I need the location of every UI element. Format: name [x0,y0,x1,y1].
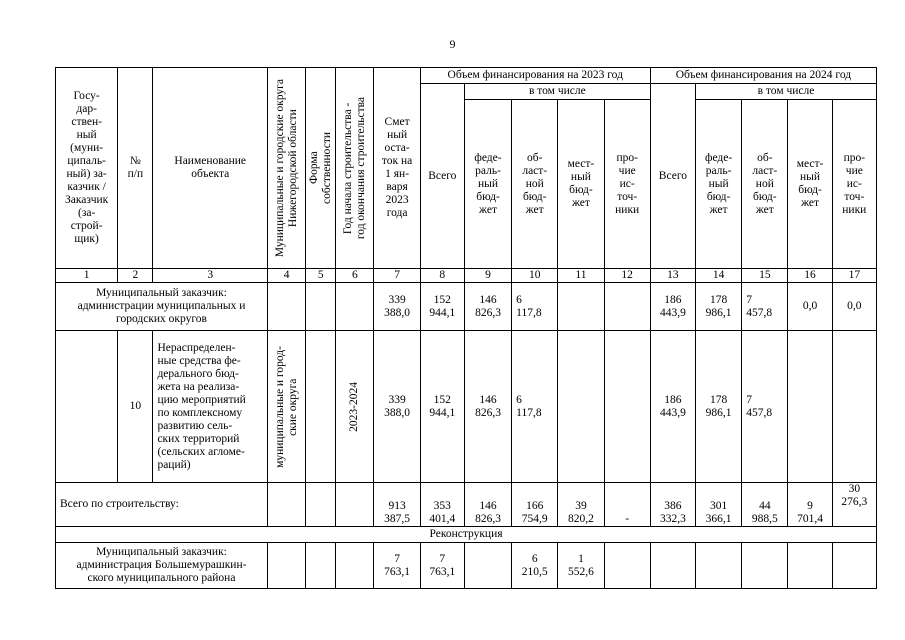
object-years-text: 2023-2024 [348,381,361,432]
cell-total-2024: 186 443,9 [650,331,695,483]
column-number-row [56,269,877,283]
table-row-total-construction [56,483,877,527]
cell-regional-2023: 6 117,8 [512,283,558,331]
cell-total-2023: 353 401,4 [420,483,464,527]
header-federal-2023: феде- раль- ный бюд- жет [464,100,511,269]
header-federal-2024: феде- раль- ный бюд- жет [696,100,742,269]
cell-federal-2023: 146 826,3 [464,483,511,527]
cell-local-2023: 1 552,6 [558,543,604,589]
header-funding-2024: Объем финансирования на 2024 год [650,68,876,84]
section-title: Реконструкция [56,527,877,543]
column-number: 17 [832,269,876,283]
header-total-2024: Всего [650,84,695,269]
cell-local-2024: 9 701,4 [788,483,832,527]
header-municipal-district-text: Муниципальные и городские округа Нижегородской области [273,78,299,258]
cell-federal-2024: 301 366,1 [696,483,742,527]
cell-regional-2023: 6 117,8 [512,331,558,483]
cell-total-2023: 152 944,1 [420,331,464,483]
financing-table [55,67,877,589]
header-local-2023: мест- ный бюд- жет [558,100,604,269]
cell-federal-2024: 178 986,1 [696,283,742,331]
customer-label: Муниципальный заказчик: администрации муниципальных и городских округов [56,283,268,331]
header-other-2024: про- чие ис- точ- ники [832,100,876,269]
column-number: 10 [512,269,558,283]
cell-federal-2024: 178 986,1 [696,331,742,483]
column-number: 16 [788,269,832,283]
header-number: № п/п [118,68,153,269]
cell-other-2024: 30 276,3 [832,483,876,527]
total-label: Всего по строительству: [56,483,268,527]
cell-regional-2024: 7 457,8 [742,283,788,331]
cell-estimate: 339 388,0 [374,331,420,483]
cell-regional-2024: 7 457,8 [742,331,788,483]
header-including-2024: в том числе [696,84,877,100]
cell-estimate: 913 387,5 [374,483,420,527]
column-number: 6 [336,269,374,283]
cell-total-2024: 186 443,9 [650,283,695,331]
header-construction-years-text: Год начала строительства - год окончания строительства [341,96,367,240]
header-including-2023: в том числе [464,84,650,100]
header-funding-2023: Объем финансирования на 2023 год [420,68,650,84]
header-regional-2024: об- ласт- ной бюд- жет [742,100,788,269]
header-regional-2023: об- ласт- ной бюд- жет [512,100,558,269]
cell-regional-2023: 6 210,5 [512,543,558,589]
header-other-2023: про- чие ис- точ- ники [604,100,650,269]
object-years [336,331,374,483]
object-district [268,331,306,483]
header-object-name: Наименование объекта [153,68,268,269]
customer-label: Муниципальный заказчик: администрация Большемурашкин- ского муниципального района [56,543,268,589]
cell-local-2024: 0,0 [788,283,832,331]
cell-regional-2024: 44 988,5 [742,483,788,527]
object-district-text: муниципальные и город- ские округа [273,345,299,468]
cell-total-2023: 152 944,1 [420,283,464,331]
cell-estimate: 7 763,1 [374,543,420,589]
column-number: 5 [306,269,336,283]
header-total-2023: Всего [420,84,464,269]
header-ownership-form [306,68,336,269]
page-number: 9 [449,37,456,51]
table-row-object-10 [56,331,877,483]
column-number: 2 [118,269,153,283]
cell-local-2023: 39 820,2 [558,483,604,527]
object-name: Нераспределен- ные средства фе- дерального бюд- жета на реализа- цию мероприятий по комплексному развитию сель- ских территорий (сельских агломе- раций) [153,331,268,483]
column-number: 13 [650,269,695,283]
object-number: 10 [118,331,153,483]
cell-total-2024: 386 332,3 [650,483,695,527]
section-row [56,527,877,543]
table-row-customer-municipal [56,283,877,331]
header-construction-years [336,68,374,269]
cell-federal-2023: 146 826,3 [464,283,511,331]
cell-regional-2023: 166 754,9 [512,483,558,527]
header-customer: Госу- дар- ствен- ный (муни- ципаль- ный) за- казчик / Заказчик (за- строй- щик) [56,68,118,269]
cell-total-2023: 7 763,1 [420,543,464,589]
column-number: 4 [268,269,306,283]
table-row-customer-bolshemurashkino [56,543,877,589]
cell-federal-2023: 146 826,3 [464,331,511,483]
cell-estimate: 339 388,0 [374,283,420,331]
column-number: 12 [604,269,650,283]
header-estimate-balance: Смет ный оста- ток на 1 ян- варя 2023 года [374,68,420,269]
header-local-2024: мест- ный бюд- жет [788,100,832,269]
column-number: 15 [742,269,788,283]
header-municipal-district [268,68,306,269]
column-number: 8 [420,269,464,283]
column-number: 14 [696,269,742,283]
cell-other-2024: 0,0 [832,283,876,331]
column-number: 3 [153,269,268,283]
column-number: 7 [374,269,420,283]
column-number: 1 [56,269,118,283]
column-number: 11 [558,269,604,283]
header-ownership-form-text: Форма собственности [307,132,333,204]
column-number: 9 [464,269,511,283]
cell-other-2023: - [604,483,650,527]
